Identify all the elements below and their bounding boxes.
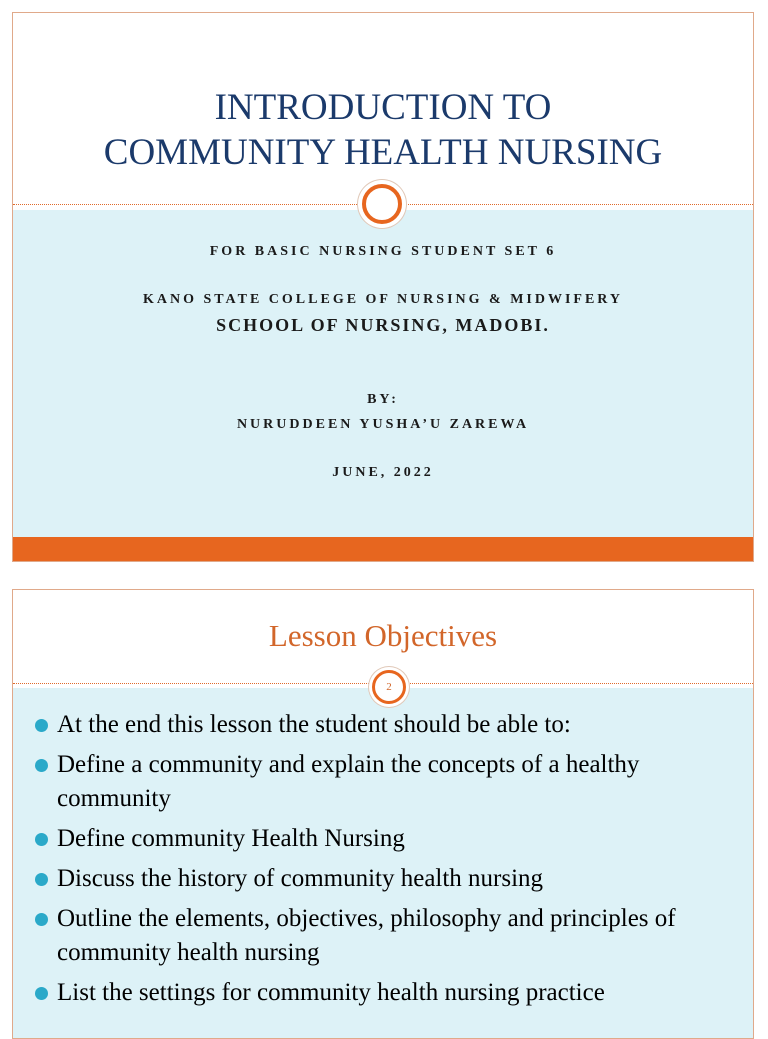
bullet-dot-icon [35, 719, 48, 732]
list-item-text: At the end this lesson the student should be able to: [57, 711, 571, 738]
objectives-list [33, 708, 733, 1016]
college-name: KANO STATE COLLEGE OF NURSING & MIDWIFERY [142, 292, 624, 307]
list-item-text: Define community Health Nursing [57, 825, 405, 852]
list-item [33, 862, 733, 896]
slide-heading: Lesson Objectives [268, 618, 498, 653]
title-area [13, 13, 753, 204]
slide-number-badge: 2 [372, 670, 406, 704]
list-item-text: List the settings for community health nursing practice [57, 979, 605, 1006]
footer-bar [13, 537, 753, 562]
author-name: NURUDDEEN YUSHA’U ZAREWA [236, 417, 530, 432]
slide-title-line-2: COMMUNITY HEALTH NURSING [103, 132, 663, 173]
list-item [33, 748, 733, 816]
bullet-dot-icon [35, 913, 48, 926]
title-slide [12, 12, 754, 562]
list-item-text: Outline the elements, objectives, philosophy and principles of community health nursing [57, 905, 676, 966]
list-item [33, 822, 733, 856]
school-name: SCHOOL OF NURSING, MADOBI. [216, 315, 550, 335]
circle-ornament-icon [362, 184, 402, 224]
audience-line: FOR BASIC NURSING STUDENT SET 6 [209, 244, 557, 259]
bullet-dot-icon [35, 759, 48, 772]
list-item [33, 708, 733, 742]
bullet-dot-icon [35, 833, 48, 846]
slide-title-line-1: INTRODUCTION TO [214, 87, 552, 128]
slide-title [13, 85, 753, 175]
by-label: BY: [367, 392, 399, 407]
list-item [33, 902, 733, 970]
objectives-slide [12, 589, 754, 1039]
bullet-dot-icon [35, 987, 48, 1000]
list-item-text: Discuss the history of community health nursing [57, 865, 544, 892]
presentation-date: JUNE, 2022 [332, 465, 434, 480]
list-item [33, 976, 733, 1010]
bullet-dot-icon [35, 873, 48, 886]
list-item-text: Define a community and explain the concepts of a healthy community [57, 751, 640, 812]
